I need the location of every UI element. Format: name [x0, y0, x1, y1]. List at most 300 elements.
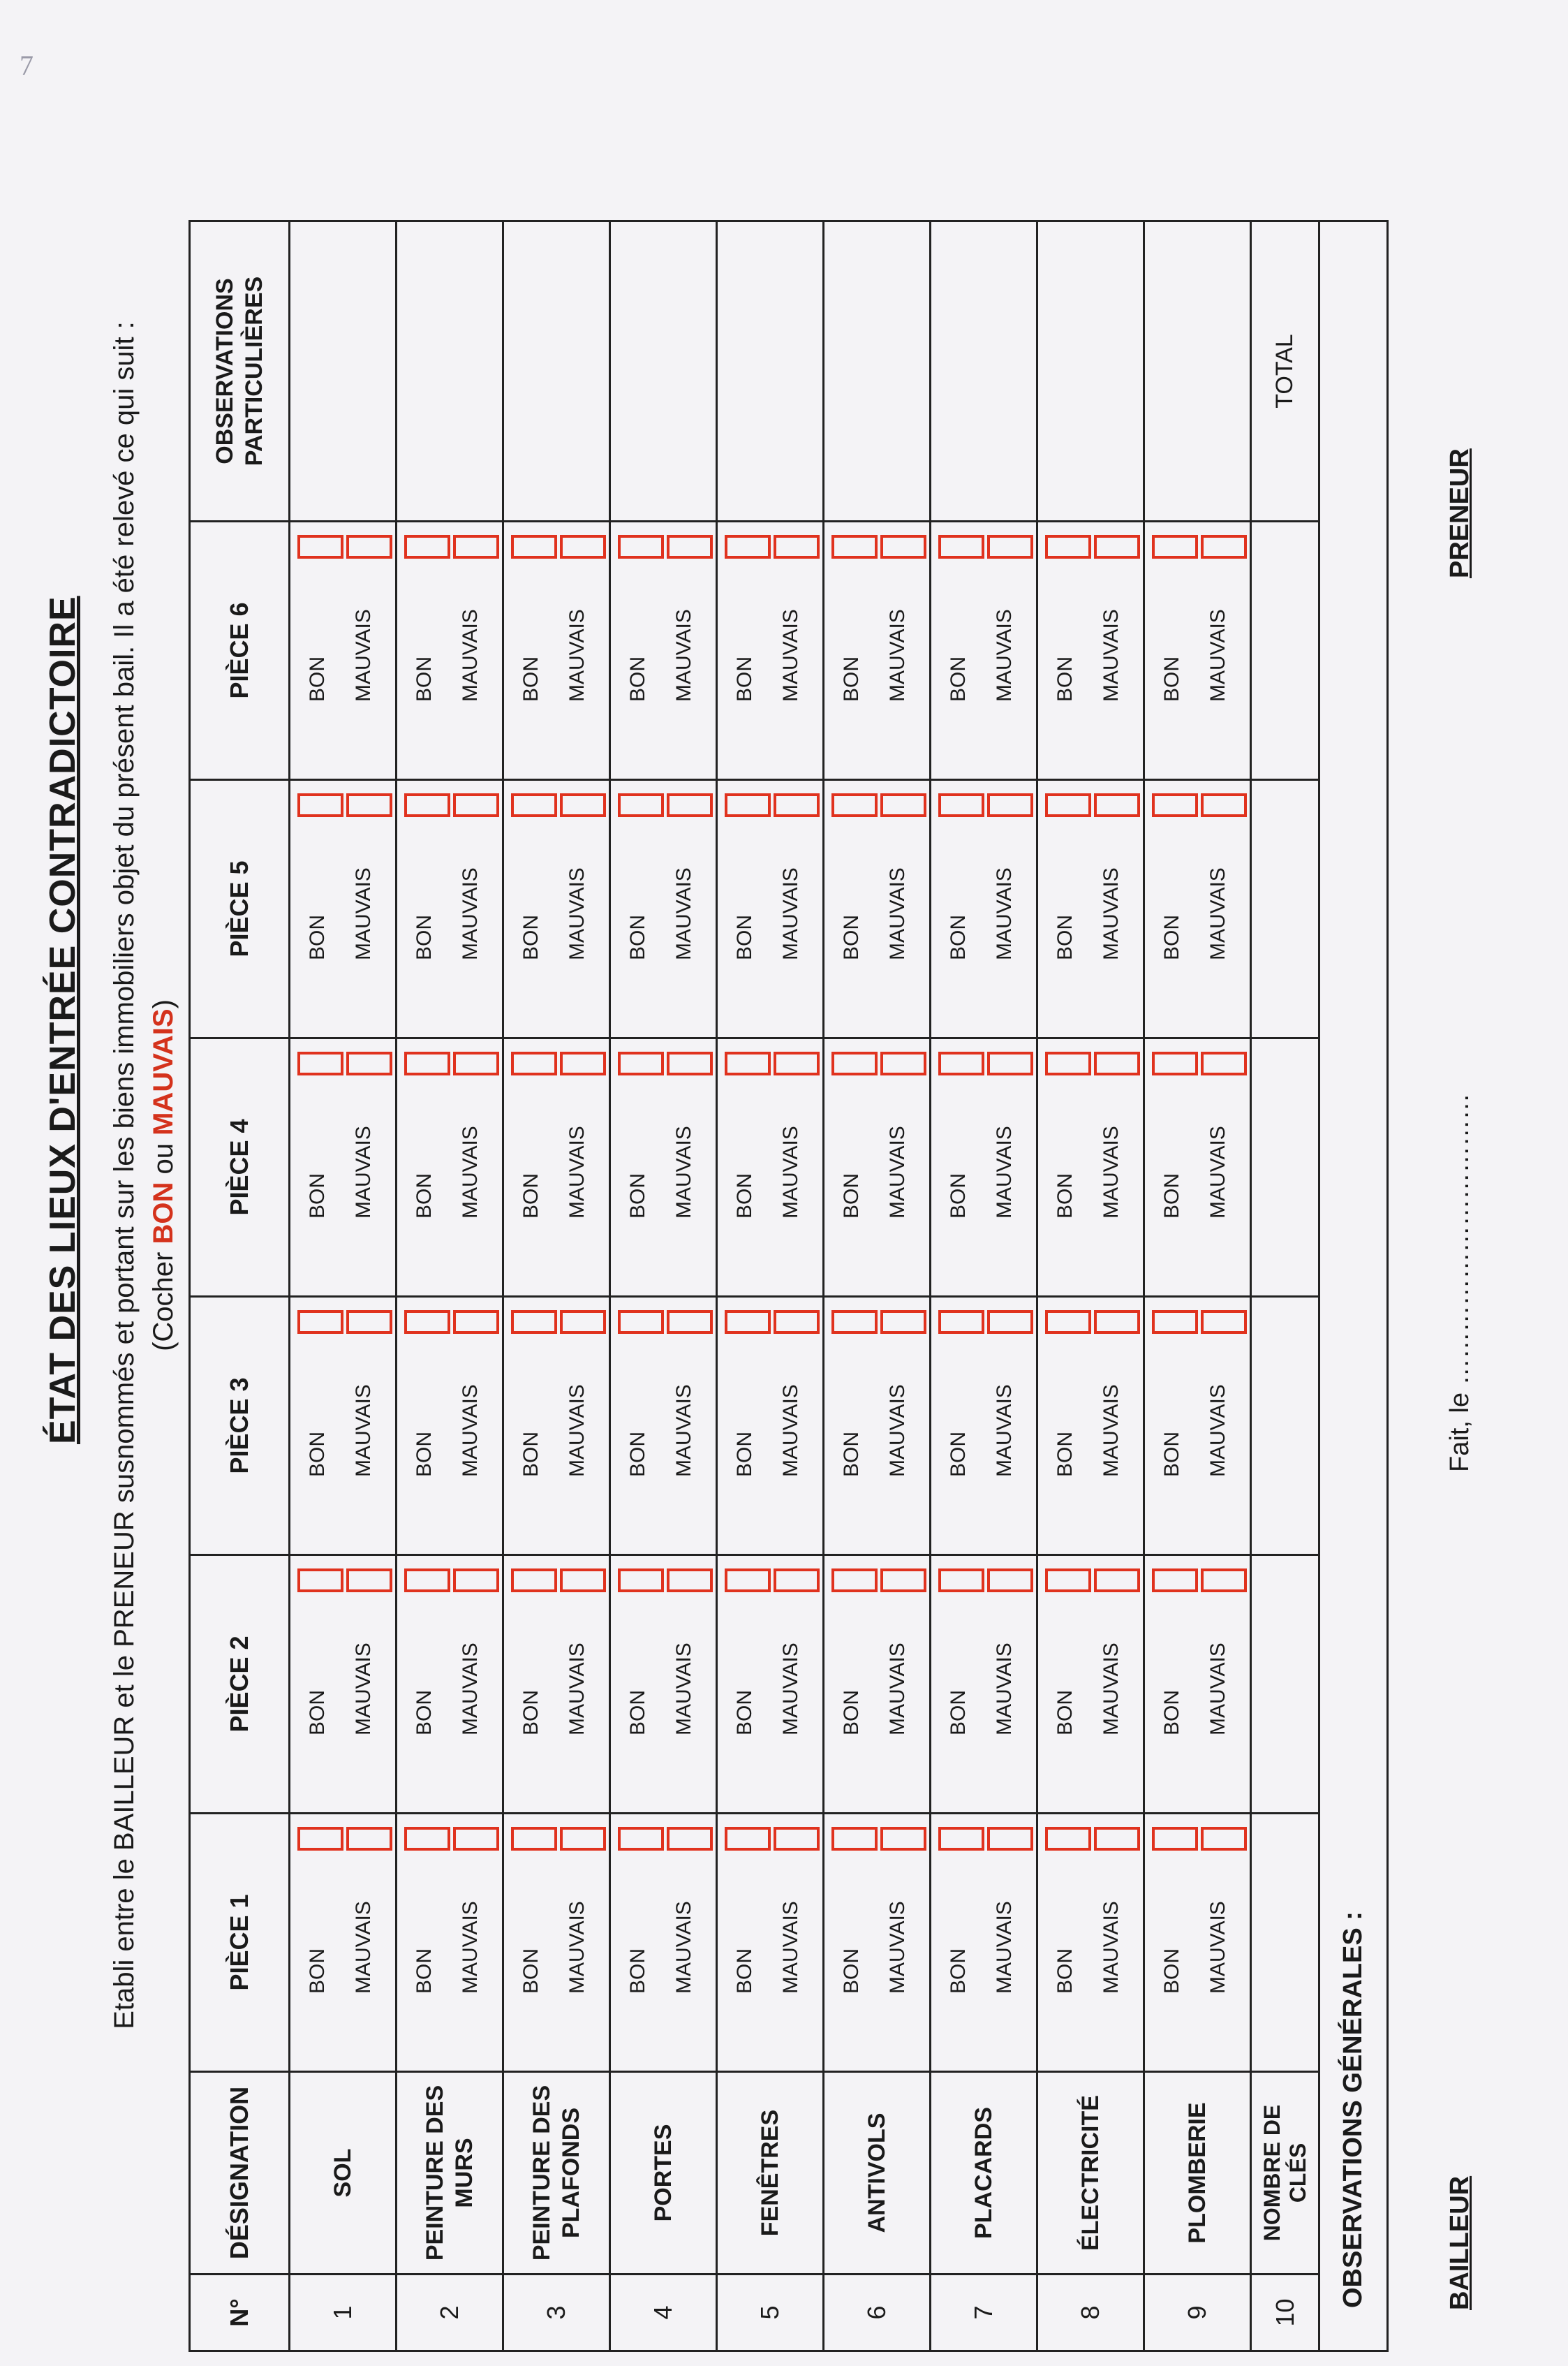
mauvais-checkbox[interactable] — [560, 535, 606, 559]
bon-label: BON — [733, 1173, 756, 1219]
bon-checkbox[interactable] — [725, 1568, 771, 1592]
mauvais-checkbox[interactable] — [880, 1310, 926, 1334]
row-designation: SOL — [290, 2072, 397, 2275]
mauvais-checkbox[interactable] — [880, 793, 926, 817]
bon-label: BON — [413, 1431, 436, 1477]
bon-label: BON — [306, 656, 329, 702]
mauvais-label: MAUVAIS — [1100, 1126, 1123, 1219]
bon-checkbox[interactable] — [725, 793, 771, 817]
mauvais-label: MAUVAIS — [672, 1901, 695, 1994]
bon-checkbox[interactable] — [831, 535, 878, 559]
mauvais-checkbox[interactable] — [453, 535, 499, 559]
mauvais-checkbox[interactable] — [774, 793, 820, 817]
piece-cell — [717, 1297, 824, 1555]
mauvais-checkbox[interactable] — [774, 535, 820, 559]
bon-checkbox[interactable] — [1152, 1052, 1198, 1075]
bon-label: BON — [519, 914, 542, 960]
piece-cell — [931, 1814, 1037, 2072]
piece-cell — [610, 1814, 717, 2072]
piece-cell — [290, 1814, 397, 2072]
mauvais-checkbox[interactable] — [1094, 1568, 1140, 1592]
observation-cell[interactable] — [717, 221, 824, 522]
table-row — [824, 221, 931, 2351]
keys-row — [1251, 221, 1319, 2351]
mauvais-checkbox[interactable] — [880, 1827, 926, 1851]
row-number: 8 — [1037, 2275, 1144, 2351]
mauvais-checkbox[interactable] — [346, 793, 392, 817]
piece-cell — [397, 1038, 503, 1297]
header-piece-3: PIÈCE 3 — [190, 1297, 290, 1555]
piece-cell — [397, 1555, 503, 1814]
mauvais-label: MAUVAIS — [352, 1901, 375, 1994]
piece-cell — [1037, 1555, 1144, 1814]
mauvais-checkbox[interactable] — [880, 535, 926, 559]
row-designation: FENÊTRES — [717, 2072, 824, 2275]
mauvais-label: MAUVAIS — [565, 609, 589, 702]
piece-cell — [1144, 1555, 1251, 1814]
bon-checkbox[interactable] — [618, 535, 664, 559]
piece-cell — [824, 1038, 931, 1297]
piece-cell — [397, 522, 503, 780]
piece-cell — [931, 522, 1037, 780]
mauvais-label: MAUVAIS — [565, 1126, 589, 1219]
observation-cell[interactable] — [503, 221, 610, 522]
mauvais-checkbox[interactable] — [1201, 1568, 1247, 1592]
keys-num: 10 — [1251, 2275, 1319, 2351]
piece-cell — [1037, 1038, 1144, 1297]
mauvais-checkbox[interactable] — [774, 1052, 820, 1075]
mauvais-label: MAUVAIS — [886, 1126, 909, 1219]
bon-label: BON — [733, 1689, 756, 1735]
piece-cell — [290, 522, 397, 780]
mauvais-label: MAUVAIS — [886, 1901, 909, 1994]
piece-cell — [824, 522, 931, 780]
piece-cell — [717, 780, 824, 1038]
keys-cell-2[interactable] — [1251, 1555, 1319, 1814]
piece-cell — [931, 1297, 1037, 1555]
bon-checkbox[interactable] — [831, 1827, 878, 1851]
mauvais-checkbox[interactable] — [560, 793, 606, 817]
bon-checkbox[interactable] — [404, 535, 450, 559]
mauvais-label: MAUVAIS — [352, 1126, 375, 1219]
mauvais-checkbox[interactable] — [346, 1310, 392, 1334]
bon-label: BON — [840, 1689, 863, 1735]
mauvais-label: MAUVAIS — [352, 1643, 375, 1735]
mauvais-label: MAUVAIS — [672, 1126, 695, 1219]
mauvais-checkbox[interactable] — [1094, 1052, 1140, 1075]
mauvais-checkbox[interactable] — [453, 1827, 499, 1851]
piece-cell — [1037, 1297, 1144, 1555]
piece-cell — [1037, 780, 1144, 1038]
piece-cell — [931, 780, 1037, 1038]
bon-checkbox[interactable] — [511, 535, 557, 559]
observation-cell[interactable] — [1144, 221, 1251, 522]
bon-label: BON — [1160, 1431, 1183, 1477]
bon-checkbox[interactable] — [511, 1827, 557, 1851]
mauvais-checkbox[interactable] — [774, 1310, 820, 1334]
bon-checkbox[interactable] — [618, 1310, 664, 1334]
table-row — [610, 221, 717, 2351]
observation-cell[interactable] — [931, 221, 1037, 522]
piece-cell — [610, 522, 717, 780]
keys-cell-5[interactable] — [1251, 780, 1319, 1038]
piece-cell — [1037, 1814, 1144, 2072]
bon-label: BON — [1160, 1948, 1183, 1994]
header-observations — [190, 221, 290, 522]
row-designation: PLOMBERIE — [1144, 2072, 1251, 2275]
piece-cell — [503, 1814, 610, 2072]
form-title: ÉTAT DES LIEUX D'ENTRÉE CONTRADICTOIRE — [43, 596, 83, 1444]
row-number: 7 — [931, 2275, 1037, 2351]
bon-checkbox[interactable] — [725, 535, 771, 559]
bon-label: BON — [947, 1948, 970, 1994]
bon-label: BON — [1053, 914, 1077, 960]
mauvais-checkbox[interactable] — [987, 1568, 1033, 1592]
bon-checkbox[interactable] — [1045, 535, 1091, 559]
bon-label: BON — [306, 1431, 329, 1477]
mauvais-label: MAUVAIS — [779, 1126, 802, 1219]
row-number: 2 — [397, 2275, 503, 2351]
bon-checkbox[interactable] — [1045, 1052, 1091, 1075]
mauvais-checkbox[interactable] — [987, 535, 1033, 559]
header-num: N° — [190, 2275, 290, 2351]
piece-cell — [503, 1555, 610, 1814]
mauvais-checkbox[interactable] — [667, 1052, 713, 1075]
mauvais-checkbox[interactable] — [453, 1052, 499, 1075]
observation-cell[interactable] — [290, 221, 397, 522]
mauvais-checkbox[interactable] — [1201, 793, 1247, 817]
mauvais-label: MAUVAIS — [459, 867, 482, 960]
mauvais-label: MAUVAIS — [352, 1384, 375, 1477]
mauvais-label: MAUVAIS — [565, 867, 589, 960]
bon-checkbox[interactable] — [1045, 793, 1091, 817]
row-number: 3 — [503, 2275, 610, 2351]
bon-label: BON — [626, 914, 649, 960]
mauvais-label: MAUVAIS — [1206, 609, 1229, 702]
mauvais-checkbox[interactable] — [1201, 1310, 1247, 1334]
mauvais-label: MAUVAIS — [993, 1901, 1016, 1994]
bon-checkbox[interactable] — [938, 1827, 984, 1851]
mauvais-label: MAUVAIS — [459, 1126, 482, 1219]
bon-checkbox[interactable] — [297, 1827, 343, 1851]
bon-label: BON — [1053, 656, 1077, 702]
bon-label: BON — [1053, 1689, 1077, 1735]
mauvais-checkbox[interactable] — [560, 1052, 606, 1075]
bon-checkbox[interactable] — [297, 535, 343, 559]
mauvais-label: MAUVAIS — [459, 1643, 482, 1735]
mauvais-label: MAUVAIS — [1206, 1126, 1229, 1219]
table-row — [931, 221, 1037, 2351]
bon-checkbox[interactable] — [831, 1568, 878, 1592]
piece-cell — [717, 522, 824, 780]
bon-label: BON — [840, 1948, 863, 1994]
mauvais-label: MAUVAIS — [779, 867, 802, 960]
bon-checkbox[interactable] — [511, 793, 557, 817]
mauvais-checkbox[interactable] — [667, 1310, 713, 1334]
table-row — [1037, 221, 1144, 2351]
intro-mauvais: MAUVAIS — [148, 1008, 179, 1136]
observation-cell[interactable] — [1037, 221, 1144, 522]
mauvais-checkbox[interactable] — [987, 1310, 1033, 1334]
bon-label: BON — [733, 914, 756, 960]
mauvais-checkbox[interactable] — [1201, 1052, 1247, 1075]
mauvais-checkbox[interactable] — [667, 1827, 713, 1851]
piece-cell — [1144, 1297, 1251, 1555]
piece-cell — [931, 1038, 1037, 1297]
bon-checkbox[interactable] — [938, 793, 984, 817]
piece-cell — [1144, 1814, 1251, 2072]
bon-checkbox[interactable] — [938, 535, 984, 559]
bon-checkbox[interactable] — [511, 1568, 557, 1592]
mauvais-label: MAUVAIS — [565, 1384, 589, 1477]
bon-checkbox[interactable] — [297, 793, 343, 817]
mauvais-label: MAUVAIS — [886, 1643, 909, 1735]
bon-label: BON — [626, 1948, 649, 1994]
bon-checkbox[interactable] — [831, 793, 878, 817]
mauvais-label: MAUVAIS — [672, 1384, 695, 1477]
bon-label: BON — [840, 1431, 863, 1477]
row-designation: PORTES — [610, 2072, 717, 2275]
bon-checkbox[interactable] — [831, 1052, 878, 1075]
intro-ou: ou — [148, 1143, 179, 1175]
mauvais-label: MAUVAIS — [1206, 867, 1229, 960]
keys-label: NOMBRE DE CLÉS — [1251, 2072, 1319, 2275]
piece-cell — [824, 780, 931, 1038]
mauvais-checkbox[interactable] — [1094, 1827, 1140, 1851]
bon-checkbox[interactable] — [831, 1310, 878, 1334]
row-designation: ÉLECTRICITÉ — [1037, 2072, 1144, 2275]
mauvais-checkbox[interactable] — [453, 1568, 499, 1592]
mauvais-checkbox[interactable] — [880, 1568, 926, 1592]
piece-cell — [290, 780, 397, 1038]
bon-checkbox[interactable] — [511, 1310, 557, 1334]
mauvais-label: MAUVAIS — [565, 1901, 589, 1994]
mauvais-label: MAUVAIS — [1100, 609, 1123, 702]
bon-checkbox[interactable] — [404, 1827, 450, 1851]
intro-prefix: (Cocher — [148, 1251, 179, 1351]
row-number: 1 — [290, 2275, 397, 2351]
bon-label: BON — [413, 1173, 436, 1219]
mauvais-checkbox[interactable] — [880, 1052, 926, 1075]
header-row — [190, 221, 290, 2351]
table-body — [290, 221, 1251, 2351]
table-row — [397, 221, 503, 2351]
mauvais-label: MAUVAIS — [779, 1384, 802, 1477]
bon-label: BON — [519, 1431, 542, 1477]
row-designation: PEINTURE DES MURS — [397, 2072, 503, 2275]
bailleur-signature: BAILLEUR — [1445, 2175, 1474, 2310]
piece-cell — [610, 1038, 717, 1297]
mauvais-label: MAUVAIS — [459, 1384, 482, 1477]
observation-cell[interactable] — [824, 221, 931, 522]
mauvais-checkbox[interactable] — [1094, 535, 1140, 559]
mauvais-checkbox[interactable] — [346, 1568, 392, 1592]
bon-label: BON — [626, 1431, 649, 1477]
bon-checkbox[interactable] — [725, 1827, 771, 1851]
piece-cell — [1037, 522, 1144, 780]
keys-cell-6[interactable] — [1251, 522, 1319, 780]
row-number: 5 — [717, 2275, 824, 2351]
mauvais-checkbox[interactable] — [560, 1310, 606, 1334]
bon-checkbox[interactable] — [618, 793, 664, 817]
intro-suffix: ) — [148, 999, 179, 1009]
mauvais-checkbox[interactable] — [667, 793, 713, 817]
mauvais-checkbox[interactable] — [1201, 535, 1247, 559]
bon-checkbox[interactable] — [404, 1310, 450, 1334]
bon-checkbox[interactable] — [511, 1052, 557, 1075]
bon-checkbox[interactable] — [1152, 1568, 1198, 1592]
keys-cell-4[interactable] — [1251, 1038, 1319, 1297]
intro-text — [105, 75, 183, 2275]
mauvais-checkbox[interactable] — [667, 1568, 713, 1592]
mauvais-label: MAUVAIS — [779, 1901, 802, 1994]
general-observations-row — [1319, 221, 1388, 2351]
table-row — [290, 221, 397, 2351]
bon-checkbox[interactable] — [404, 1568, 450, 1592]
mauvais-label: MAUVAIS — [672, 609, 695, 702]
mauvais-label: MAUVAIS — [993, 609, 1016, 702]
bon-checkbox[interactable] — [297, 1052, 343, 1075]
mauvais-label: MAUVAIS — [352, 867, 375, 960]
preneur-signature: PRENEUR — [1445, 448, 1474, 578]
bon-checkbox[interactable] — [297, 1568, 343, 1592]
observation-cell[interactable] — [397, 221, 503, 522]
mauvais-checkbox[interactable] — [987, 1052, 1033, 1075]
bon-checkbox[interactable] — [1152, 1827, 1198, 1851]
row-designation: PEINTURE DES PLAFONDS — [503, 2072, 610, 2275]
bon-label: BON — [306, 914, 329, 960]
bon-label: BON — [947, 914, 970, 960]
header-piece-4: PIÈCE 4 — [190, 1038, 290, 1297]
mauvais-checkbox[interactable] — [1201, 1827, 1247, 1851]
mauvais-checkbox[interactable] — [453, 1310, 499, 1334]
keys-cell-1[interactable] — [1251, 1814, 1319, 2072]
bon-checkbox[interactable] — [938, 1310, 984, 1334]
piece-cell — [290, 1555, 397, 1814]
general-observations[interactable]: OBSERVATIONS GÉNÉRALES : — [1319, 221, 1388, 2351]
row-number: 9 — [1144, 2275, 1251, 2351]
bon-label: BON — [413, 656, 436, 702]
piece-cell — [824, 1814, 931, 2072]
mauvais-checkbox[interactable] — [453, 793, 499, 817]
piece-cell — [717, 1555, 824, 1814]
bon-label: BON — [413, 914, 436, 960]
piece-cell — [610, 780, 717, 1038]
piece-cell — [1144, 1038, 1251, 1297]
piece-cell — [397, 1297, 503, 1555]
bon-label: BON — [840, 914, 863, 960]
bon-label: BON — [519, 1689, 542, 1735]
bon-label: BON — [519, 1948, 542, 1994]
bon-label: BON — [626, 1689, 649, 1735]
header-observations-2: PARTICULIÈRES — [241, 276, 267, 466]
page-number: 7 — [20, 50, 34, 81]
bon-label: BON — [947, 1173, 970, 1219]
piece-cell — [503, 1297, 610, 1555]
bon-checkbox[interactable] — [725, 1052, 771, 1075]
mauvais-label: MAUVAIS — [1100, 867, 1123, 960]
row-number: 4 — [610, 2275, 717, 2351]
mauvais-checkbox[interactable] — [987, 1827, 1033, 1851]
bon-label: BON — [1160, 656, 1183, 702]
piece-cell — [290, 1038, 397, 1297]
intro-line-1: Etabli entre le BAILLEUR et le PRENEUR susnommés et portant sur les biens immobiliers objet du présent bail. Il a été relevé ce qui suit : — [109, 321, 140, 2029]
mauvais-label: MAUVAIS — [672, 1643, 695, 1735]
piece-cell — [503, 522, 610, 780]
bon-checkbox[interactable] — [1152, 1310, 1198, 1334]
keys-cell-3[interactable] — [1251, 1297, 1319, 1555]
bon-label: BON — [1160, 1173, 1183, 1219]
bon-checkbox[interactable] — [404, 793, 450, 817]
bon-label: BON — [733, 1431, 756, 1477]
bon-checkbox[interactable] — [404, 1052, 450, 1075]
header-observations-1: OBSERVATIONS — [212, 278, 238, 464]
piece-cell — [503, 780, 610, 1038]
mauvais-checkbox[interactable] — [774, 1568, 820, 1592]
mauvais-checkbox[interactable] — [560, 1827, 606, 1851]
bon-checkbox[interactable] — [725, 1310, 771, 1334]
bon-label: BON — [947, 656, 970, 702]
mauvais-label: MAUVAIS — [886, 867, 909, 960]
bon-checkbox[interactable] — [618, 1827, 664, 1851]
mauvais-label: MAUVAIS — [352, 609, 375, 702]
mauvais-checkbox[interactable] — [1094, 793, 1140, 817]
header-piece-6: PIÈCE 6 — [190, 522, 290, 780]
bon-label: BON — [519, 1173, 542, 1219]
piece-cell — [1144, 522, 1251, 780]
mauvais-checkbox[interactable] — [346, 1827, 392, 1851]
mauvais-label: MAUVAIS — [1206, 1643, 1229, 1735]
observation-cell[interactable] — [610, 221, 717, 522]
mauvais-checkbox[interactable] — [346, 535, 392, 559]
mauvais-checkbox[interactable] — [346, 1052, 392, 1075]
mauvais-checkbox[interactable] — [560, 1568, 606, 1592]
piece-cell — [717, 1038, 824, 1297]
bon-checkbox[interactable] — [1152, 793, 1198, 817]
piece-cell — [397, 780, 503, 1038]
intro-line-2 — [144, 75, 183, 2275]
bon-checkbox[interactable] — [618, 1568, 664, 1592]
mauvais-checkbox[interactable] — [1094, 1310, 1140, 1334]
bon-checkbox[interactable] — [1045, 1568, 1091, 1592]
bon-label: BON — [306, 1689, 329, 1735]
total-cell: TOTAL — [1251, 221, 1319, 522]
row-designation: PLACARDS — [931, 2072, 1037, 2275]
mauvais-label: MAUVAIS — [1100, 1901, 1123, 1994]
mauvais-checkbox[interactable] — [987, 793, 1033, 817]
piece-cell — [503, 1038, 610, 1297]
bon-label: BON — [413, 1948, 436, 1994]
bon-label: BON — [947, 1431, 970, 1477]
bon-label: BON — [1160, 914, 1183, 960]
piece-cell — [931, 1555, 1037, 1814]
piece-cell — [717, 1814, 824, 2072]
mauvais-checkbox[interactable] — [774, 1827, 820, 1851]
bon-checkbox[interactable] — [618, 1052, 664, 1075]
bon-checkbox[interactable] — [938, 1052, 984, 1075]
piece-cell — [610, 1297, 717, 1555]
bon-checkbox[interactable] — [297, 1310, 343, 1334]
mauvais-label: MAUVAIS — [993, 1384, 1016, 1477]
mauvais-label: MAUVAIS — [565, 1643, 589, 1735]
bon-checkbox[interactable] — [1045, 1827, 1091, 1851]
bon-checkbox[interactable] — [1045, 1310, 1091, 1334]
bon-checkbox[interactable] — [1152, 535, 1198, 559]
mauvais-checkbox[interactable] — [667, 535, 713, 559]
bon-label: BON — [840, 1173, 863, 1219]
bon-checkbox[interactable] — [938, 1568, 984, 1592]
fait-le: Fait, le …………………………… — [1445, 1093, 1474, 1472]
